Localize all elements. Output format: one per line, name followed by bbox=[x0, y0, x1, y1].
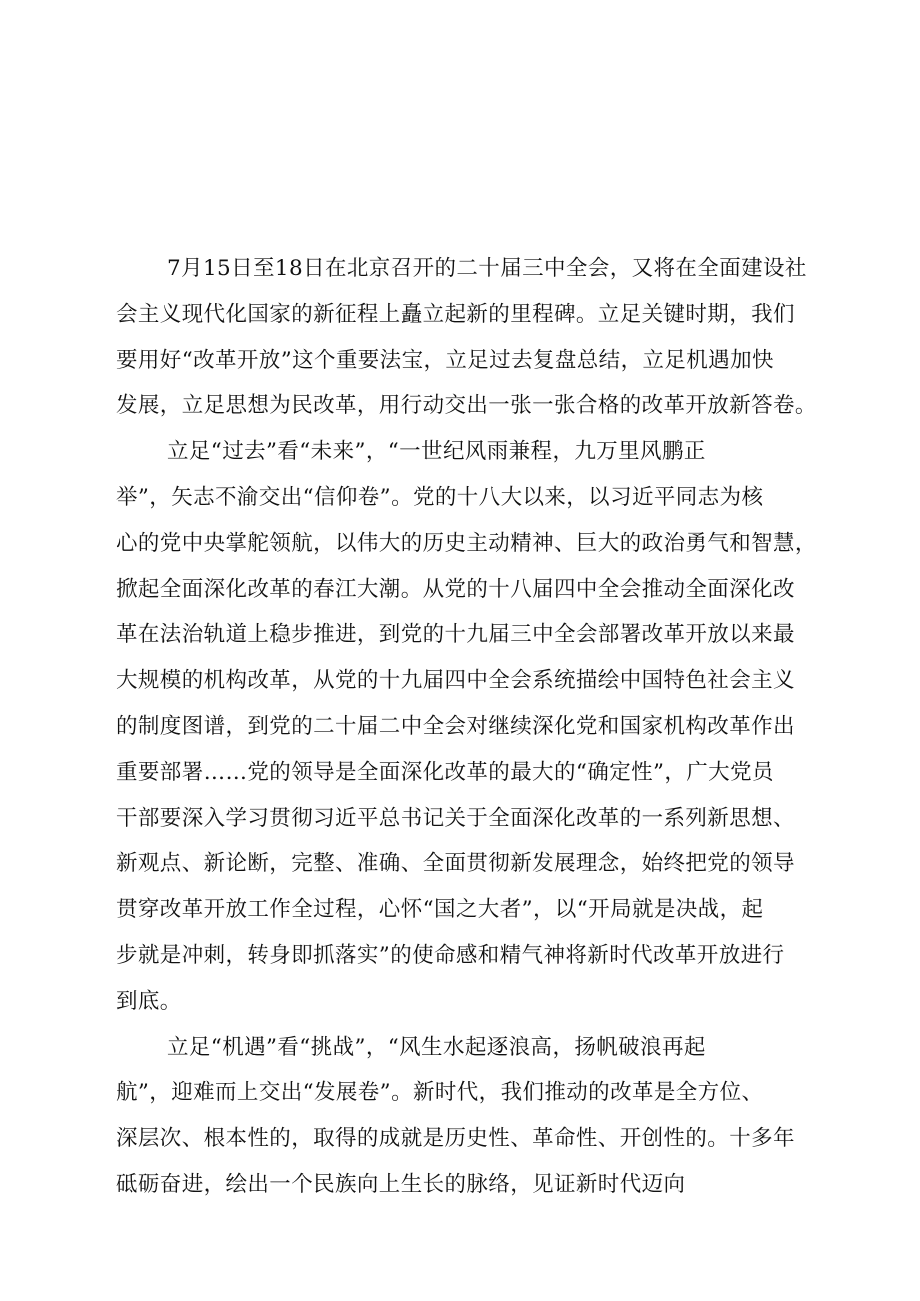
text-line: 会主义现代化国家的新征程上矗立起新的里程碑。立足关键时期，我们 bbox=[116, 301, 795, 327]
text-line: 深层次、根本性的，取得的成就是历史性、革命性、开创性的。十多年 bbox=[116, 1126, 795, 1152]
text-line: 重要部署……党的领导是全面深化改革的最大的“确定性”，广大党员 bbox=[116, 759, 774, 785]
text-line: 贯穿改革开放工作全过程，心怀“国之大者”，以“开局就是决战，起 bbox=[116, 897, 764, 923]
paragraph-past-future bbox=[116, 429, 828, 1024]
text-line: 心的党中央掌舵领航，以伟大的历史主动精神、巨大的政治勇气和智慧， bbox=[116, 530, 817, 556]
text-line: 大规模的机构改革，从党的十九届四中全会系统描绘中国特色社会主义 bbox=[116, 668, 795, 694]
text-line: 7月15日至18日在北京召开的二十届三中全会，又将在全面建设社 bbox=[167, 256, 807, 281]
text-line: 掀起全面深化改革的春江大潮。从党的十八届四中全会推动全面深化改 bbox=[116, 576, 795, 602]
text-line: 立足“机遇”看“挑战”，“风生水起逐浪高，扬帆破浪再起 bbox=[167, 1034, 706, 1060]
text-line: 的制度图谱，到党的二十届二中全会对继续深化党和国家机构改革作出 bbox=[116, 713, 795, 739]
text-line: 新观点、新论断，完整、准确、全面贯彻新发展理念，始终把党的领导 bbox=[116, 851, 795, 877]
text-line: 发展，立足思想为民改革，用行动交出一张一张合格的改革开放新答卷。 bbox=[116, 393, 817, 419]
document-body bbox=[116, 246, 828, 1208]
text-line: 革在法治轨道上稳步推进，到党的十九届三中全会部署改革开放以来最 bbox=[116, 622, 795, 648]
text-line: 步就是冲刺，转身即抓落实”的使命感和精气神将新时代改革开放进行 bbox=[116, 942, 785, 968]
paragraph-intro bbox=[116, 246, 828, 429]
paragraph-opportunity-challenge bbox=[116, 1025, 828, 1208]
text-line: 航”，迎难而上交出“发展卷”。新时代，我们推动的改革是全方位、 bbox=[116, 1080, 764, 1106]
text-line: 砥砺奋进，绘出一个民族向上生长的脉络，见证新时代迈向 bbox=[116, 1171, 686, 1197]
text-line: 到底。 bbox=[116, 988, 182, 1014]
text-line: 立足“过去”看“未来”，“一世纪风雨兼程，九万里风鹏正 bbox=[167, 439, 706, 465]
text-line: 要用好“改革开放”这个重要法宝，立足过去复盘总结，立足机遇加快 bbox=[116, 347, 774, 373]
text-line: 举”，矢志不渝交出“信仰卷”。党的十八大以来，以习近平同志为核 bbox=[116, 484, 764, 510]
text-line: 干部要深入学习贯彻习近平总书记关于全面深化改革的一系列新思想、 bbox=[116, 805, 795, 831]
